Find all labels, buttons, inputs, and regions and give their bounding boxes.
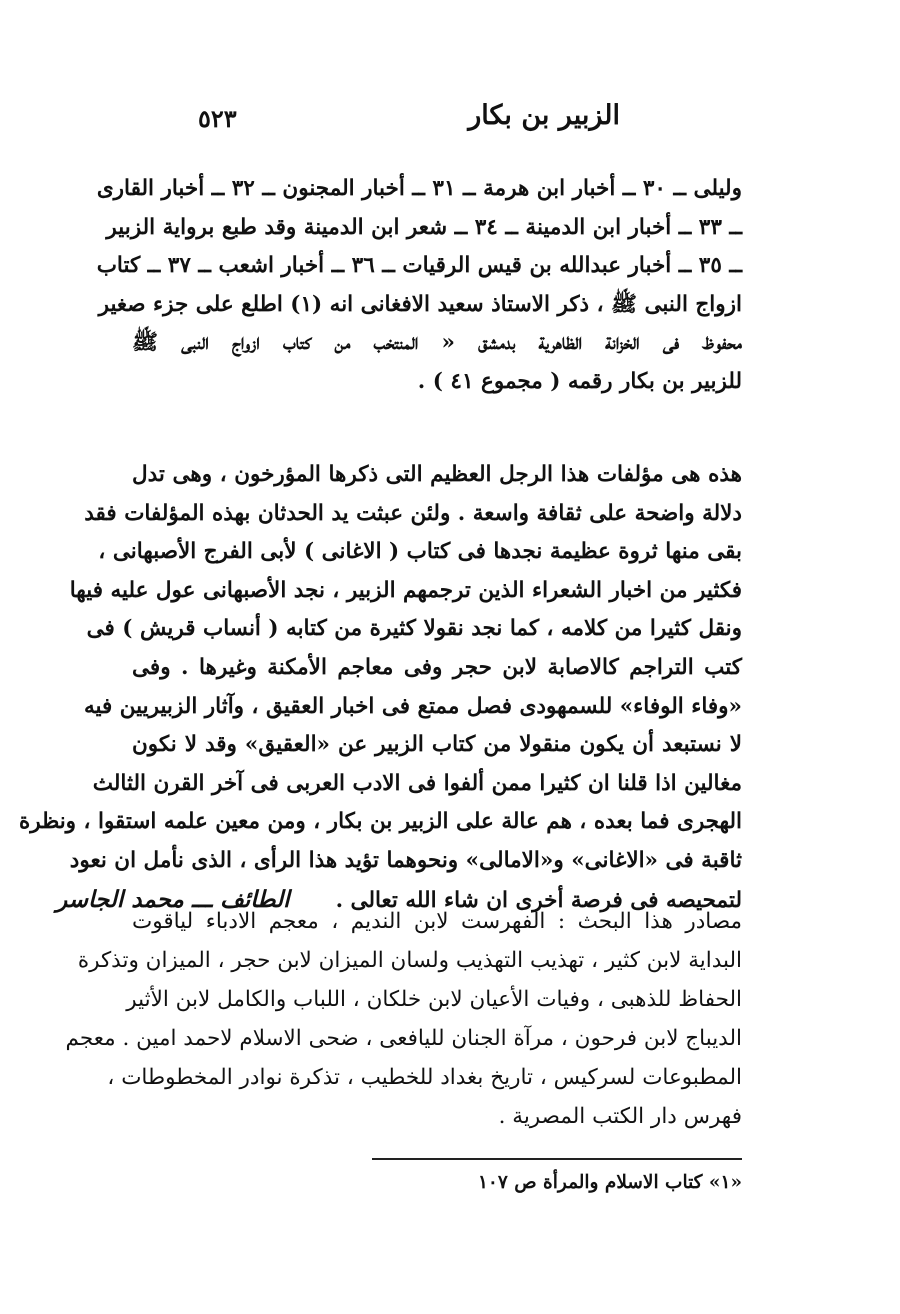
sources-line: الديباج لابن فرحون ، مرآة الجنان لليافعى ، ضحى الاسلام لاحمد امين . معجم bbox=[65, 1026, 742, 1051]
paragraph-last-line: لتمحيصه فى فرصة أخرى ان شاء الله تعالى . bbox=[335, 887, 742, 913]
works-line: وليلى ــ ٣٠ ــ أخبار ابن هرمة ــ ٣١ ــ أخبار المجنون ــ ٣٢ ــ أخبار القارى bbox=[96, 176, 742, 201]
sources-line: مصادر هذا البحث : الفهرست لابن النديم ، معجم الادباء لياقوت bbox=[132, 909, 742, 934]
running-title: الزبير بن بكار bbox=[468, 100, 620, 131]
paragraph-line: لا نستبعد أن يكون منقولا من كتاب الزبير عن «العقيق» وقد لا نكون bbox=[132, 732, 742, 758]
author-signature: الطائف ـــ محمد الجاسر bbox=[56, 885, 290, 913]
works-line: للزبير بن بكار رقمه ( مجموع ٤١ ) . bbox=[417, 368, 742, 394]
sources-line: الحفاظ للذهبى ، وفيات الأعيان لابن خلكان ، اللباب والكامل لابن الأثير bbox=[126, 987, 742, 1012]
footnote-divider bbox=[372, 1158, 742, 1160]
sources-block bbox=[65, 902, 742, 1136]
paragraph-line: ونقل كثيرا من كلامه ، كما نجد نقولا كثيرة من كتابه ( أنساب قريش ) فى bbox=[86, 616, 742, 642]
paragraph-line: كتب التراجم كالاصابة لابن حجر وفى معاجم الأمكنة وغيرها . وفى bbox=[132, 654, 742, 680]
main-paragraph bbox=[18, 456, 742, 919]
paragraph-line: بقى منها ثروة عظيمة نجدها فى كتاب ( الاغانى ) لأبى الفرج الأصبهانى ، bbox=[98, 539, 742, 565]
sources-line: البداية لابن كثير ، تهذيب التهذيب ولسان الميزان لابن حجر ، الميزان وتذكرة bbox=[77, 948, 742, 973]
paragraph-line: فكثير من اخبار الشعراء الذين ترجمهم الزبير ، نجد الأصبهانى عول عليه فيها bbox=[69, 577, 742, 603]
works-list-block bbox=[96, 170, 742, 402]
paragraph-line: هذه هى مؤلفات هذا الرجل العظيم التى ذكرها المؤرخون ، وهى تدل bbox=[132, 462, 742, 487]
works-line: ــ ٣٥ ــ أخبار عبدالله بن قيس الرقيات ــ ٣٦ ــ أخبار اشعب ــ ٣٧ ــ كتاب bbox=[96, 253, 742, 279]
page-number: ٥٢٣ bbox=[198, 104, 237, 133]
sources-line: المطبوعات لسركيس ، تاريخ بغداد للخطيب ، تذكرة نوادر المخطوطات ، bbox=[107, 1065, 742, 1090]
page-header bbox=[180, 100, 720, 144]
paragraph-line: دلالة واضحة على ثقافة واسعة . ولئن عبثت يد الحدثان بهذه المؤلفات فقد bbox=[84, 500, 742, 526]
works-line: ــ ٣٣ ــ أخبار ابن الدمينة ــ ٣٤ ــ شعر ابن الدمينة وقد طبع برواية الزبير bbox=[106, 214, 742, 240]
paragraph-line: ثاقبة فى «الاغانى» و«الامالى» ونحوهما تؤيد هذا الرأى ، الذى نأمل ان نعود bbox=[69, 847, 742, 873]
sources-line: فهرس دار الكتب المصرية . bbox=[498, 1104, 742, 1129]
works-line: محفوظ فى الخزانة الظاهرية بدمشق « المنتخب من كتاب ازواج النبى ﷺ bbox=[132, 330, 742, 356]
paragraph-line: الهجرى فما بعده ، هم عالة على الزبير بن بكار ، ومن معين علمه استقوا ، ونظرة bbox=[18, 809, 742, 835]
footnote: «١» كتاب الاسلام والمرأة ص ١٠٧ bbox=[477, 1172, 742, 1193]
paragraph-line: «وفاء الوفاء» للسمهودى فصل ممتع فى اخبار العقيق ، وآثار الزبيريين فيه bbox=[83, 693, 742, 719]
works-line: ازواج النبى ﷺ ، ذكر الاستاذ سعيد الافغانى انه (١) اطلع على جزء صغير bbox=[98, 291, 742, 317]
paragraph-line: مغالين اذا قلنا ان كثيرا ممن ألفوا فى الادب العربى فى آخر القرن الثالث bbox=[92, 770, 742, 796]
